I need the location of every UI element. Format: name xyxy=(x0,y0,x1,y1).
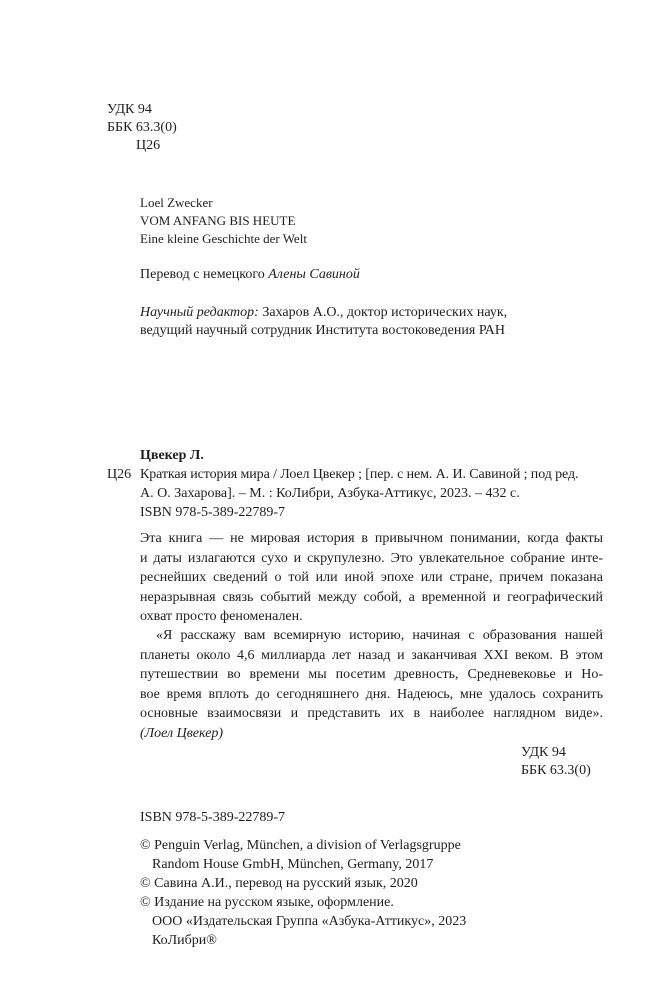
annotation-p1-line: охват просто феноменален. xyxy=(140,609,303,624)
original-title: VOM ANFANG BIS HEUTE xyxy=(140,213,296,228)
copyright-edition-line1: © Издание на русском языке, оформление. xyxy=(140,895,394,910)
original-author: Loel Zwecker xyxy=(140,195,213,210)
editor-line2: ведущий научный сотрудник Института востоковедения РАН xyxy=(140,323,506,338)
bottom-bbk-code: ББК 63.3(0) xyxy=(521,763,591,778)
copyright-penguin-line2: Random House GmbH, München, Germany, 2017 xyxy=(152,857,434,872)
editor-credit xyxy=(140,304,507,322)
footer-isbn: ISBN 978-5-389-22789-7 xyxy=(140,810,286,825)
editor-line1: Захаров А.О., доктор исторических наук, xyxy=(258,305,508,320)
copyright-translation: © Савина А.И., перевод на русский язык, 2020 xyxy=(140,876,418,891)
annotation-paragraph-1 xyxy=(140,529,603,627)
annotation-p1-line: и даты излагаются сухо и скрупулезно. Это увлекательное собрание инте- xyxy=(140,550,603,566)
bbk-code: ББК 63.3(0) xyxy=(107,120,177,135)
original-subtitle: Eine kleine Geschichte der Welt xyxy=(140,231,307,246)
copyright-edition-line2: ООО «Издательская Группа «Азбука-Аттикус», 2023 xyxy=(152,914,467,929)
annotation-p2-line: основные взаимосвязи и представить их в наиболее наглядном виде». xyxy=(140,706,603,721)
annotation-p2-line: «Я расскажу вам всемирную историю, начиная с образования нашей xyxy=(156,628,603,643)
catalog-mark: Ц26 xyxy=(107,467,132,482)
translation-credit xyxy=(140,266,360,284)
annotation-p1-line: реснейших сведений о той или иной эпохе или стране, причем показана xyxy=(140,570,603,585)
annotation-signature: (Лоел Цвекер) xyxy=(140,725,224,741)
annotation-paragraph-2 xyxy=(140,626,603,743)
annotation-p1-line: неразрывная связь событий между собой, а временной и географический xyxy=(140,589,603,605)
catalog-line2: А. О. Захарова]. – М. : КоЛибри, Азбука-Аттикус, 2023. – 432 с. xyxy=(140,486,520,501)
annotation-p2-line: планеты около 4,6 миллиарда лет назад и заканчивая XXI веком. В этом xyxy=(140,647,603,663)
annotation-p2-line: путешествии во времени мы посетим древность, Средневековье и Но- xyxy=(140,667,603,682)
annotation-p2-line: вое время вплоть до сегодняшнего дня. Надеюсь, мне удалось сохранить xyxy=(140,686,603,702)
catalog-heading: Цвекер Л. xyxy=(140,448,204,463)
copyright-penguin-line1: © Penguin Verlag, München, a division of Verlagsgruppe xyxy=(140,838,461,853)
translation-prefix: Перевод с немецкого xyxy=(140,267,269,282)
catalog-line1: Краткая история мира / Лоел Цвекер ; [пер. с нем. А. И. Савиной ; под ред. xyxy=(140,467,579,482)
annotation-p1-line: Эта книга — не мировая история в привычном понимании, когда факты xyxy=(140,531,603,546)
translator-name: Алены Савиной xyxy=(268,267,360,282)
copyright-edition-line3: КоЛибри® xyxy=(152,933,217,948)
bottom-udk-code: УДК 94 xyxy=(521,745,566,760)
editor-label: Научный редактор: xyxy=(140,305,259,320)
catalog-isbn: ISBN 978-5-389-22789-7 xyxy=(140,505,286,520)
author-mark: Ц26 xyxy=(136,138,161,153)
udk-code: УДК 94 xyxy=(107,102,152,117)
